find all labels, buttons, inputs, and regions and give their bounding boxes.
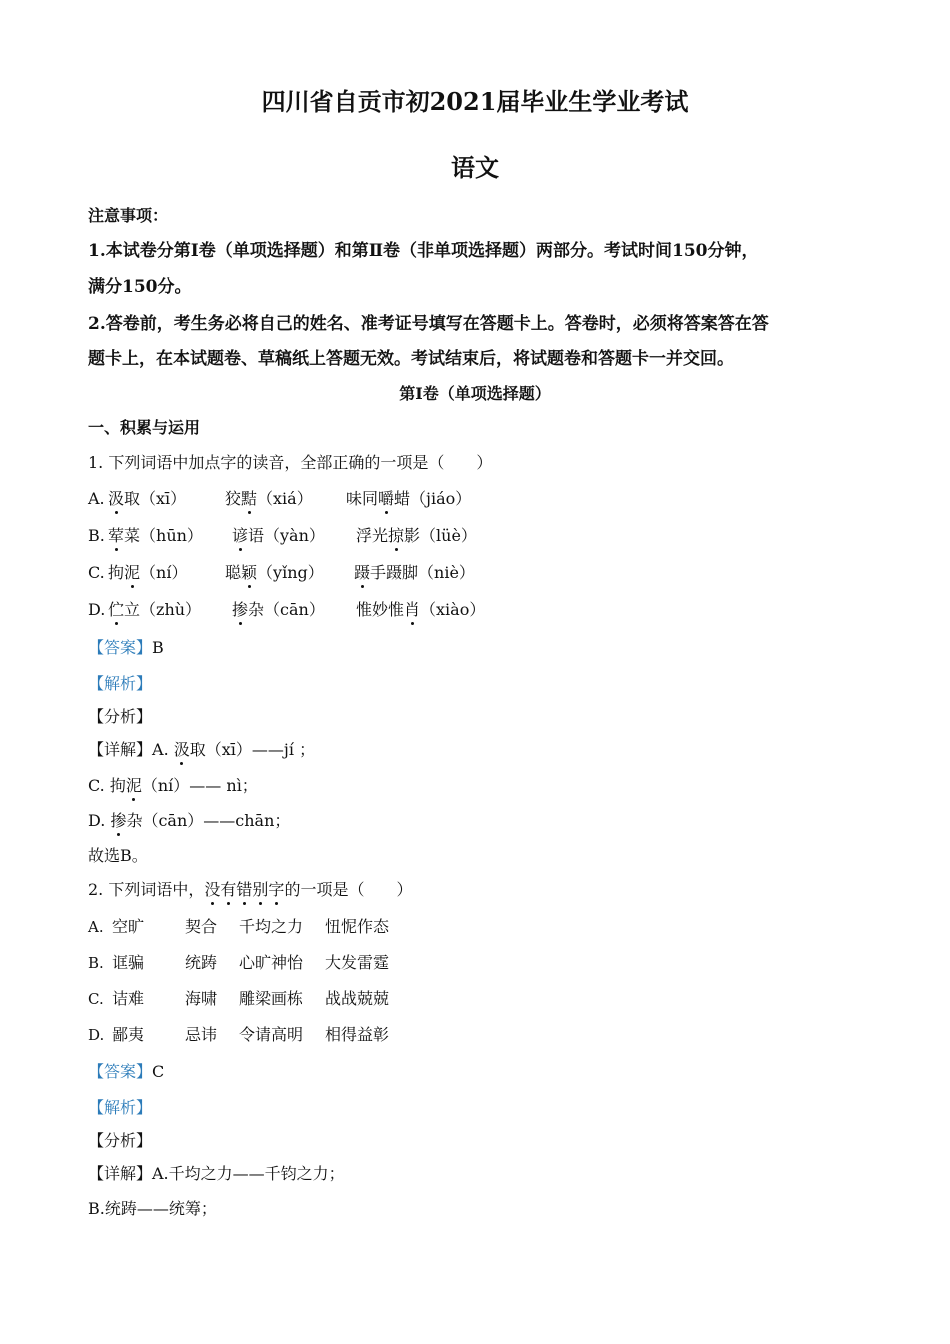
q2-fenxi: 【分析】 bbox=[88, 1131, 153, 1150]
notice-item1-line2: 满分150分。 bbox=[88, 277, 192, 297]
option-word: 忸怩作态 bbox=[325, 917, 390, 936]
option-word: 统踌 bbox=[185, 953, 218, 972]
subject-title: 语文 bbox=[451, 153, 499, 182]
q1-answer bbox=[88, 637, 164, 659]
option-letter: C. bbox=[88, 563, 105, 582]
option-word: 荤菜（hūn） bbox=[108, 526, 203, 545]
exam-title: 四川省自贡市初2021届毕业生学业考试 bbox=[261, 87, 689, 116]
option-word: 谚语（yàn） bbox=[232, 526, 325, 545]
option-letter: C. bbox=[88, 990, 104, 1008]
option-word: 忌讳 bbox=[185, 1025, 218, 1044]
option-word: 掺杂（cān） bbox=[232, 600, 325, 619]
option-word: 战战兢兢 bbox=[325, 989, 390, 1008]
option-word: 千均之力 bbox=[239, 917, 304, 936]
option-word: 契合 bbox=[185, 917, 218, 936]
q2-detail-b: B.统踌——统筹； bbox=[88, 1199, 217, 1218]
option-word: 相得益彰 bbox=[325, 1025, 390, 1044]
notice-item2-line1: 2.答卷前，考生务必将自己的姓名、准考证号填写在答题卡上。答卷时，必须将答案答在答 bbox=[88, 314, 769, 334]
option-word: 空旷 bbox=[112, 917, 145, 936]
q2-analysis-tag: 【解析】 bbox=[88, 1098, 153, 1117]
option-word: 心旷神怡 bbox=[239, 953, 304, 972]
option-word: 令请高明 bbox=[239, 1025, 304, 1044]
notice-item1-line1: 1.本试卷分第Ⅰ卷（单项选择题）和第Ⅱ卷（非单项选择题）两部分。考试时间150分钟， bbox=[88, 241, 759, 261]
question-2-stem: 2. 下列词语中，没有错别字的一项是（ ） bbox=[88, 880, 413, 899]
q2-answer bbox=[88, 1061, 164, 1083]
option-letter: B. bbox=[88, 526, 105, 545]
q2-detail-a: 【详解】A.千均之力——千钧之力； bbox=[88, 1164, 345, 1183]
option-letter: D. bbox=[88, 600, 106, 619]
q1-analysis-tag: 【解析】 bbox=[88, 674, 153, 693]
q1-fenxi: 【分析】 bbox=[88, 707, 153, 726]
section-title: 一、积累与运用 bbox=[88, 418, 201, 437]
option-word: 狡黠（xiá） bbox=[225, 489, 313, 508]
answer-tag: 【答案】 bbox=[88, 1062, 153, 1081]
answer-tag: 【答案】 bbox=[88, 638, 153, 657]
option-word: 大发雷霆 bbox=[325, 953, 390, 972]
option-letter: A. bbox=[88, 489, 105, 508]
option-word: 诘难 bbox=[112, 989, 145, 1008]
answer-value: C bbox=[152, 1062, 165, 1081]
q1-detail-d: D. 掺杂（cān）——chān； bbox=[88, 811, 291, 830]
part1-title: 第Ⅰ卷（单项选择题） bbox=[399, 384, 551, 403]
q1-detail-a: 【详解】A. 汲取（xī）——jí ； bbox=[88, 740, 316, 759]
notice-heading: 注意事项： bbox=[88, 206, 169, 225]
answer-value: B bbox=[152, 638, 164, 657]
option-letter: B. bbox=[88, 954, 104, 972]
option-word: 鄙夷 bbox=[112, 1025, 145, 1044]
q1-conclusion: 故选B。 bbox=[88, 846, 148, 865]
option-word: 诓骗 bbox=[112, 953, 145, 972]
question-1-stem: 1. 下列词语中加点字的读音，全部正确的一项是（ ） bbox=[88, 453, 493, 472]
option-word: 汲取（xī） bbox=[108, 489, 187, 508]
q1-detail-c: C. 拘泥（ní）—— nì； bbox=[88, 776, 258, 795]
option-word: 伫立（zhù） bbox=[108, 600, 202, 619]
option-word: 拘泥（ní） bbox=[108, 563, 188, 582]
option-letter: D. bbox=[88, 1026, 105, 1044]
option-word: 味同嚼蜡（jiáo） bbox=[346, 489, 472, 508]
option-word: 海啸 bbox=[185, 989, 218, 1008]
notice-item2-line2: 题卡上，在本试题卷、草稿纸上答题无效。考试结束后，将试题卷和答题卡一并交回。 bbox=[88, 349, 734, 369]
option-word: 雕梁画栋 bbox=[239, 989, 304, 1008]
option-letter: A. bbox=[88, 918, 104, 936]
option-word: 蹑手蹑脚（niè） bbox=[354, 563, 475, 582]
option-word: 惟妙惟肖（xiào） bbox=[356, 600, 486, 619]
option-word: 浮光掠影（lüè） bbox=[356, 526, 477, 545]
option-word: 聪颖（yǐng） bbox=[225, 563, 324, 582]
